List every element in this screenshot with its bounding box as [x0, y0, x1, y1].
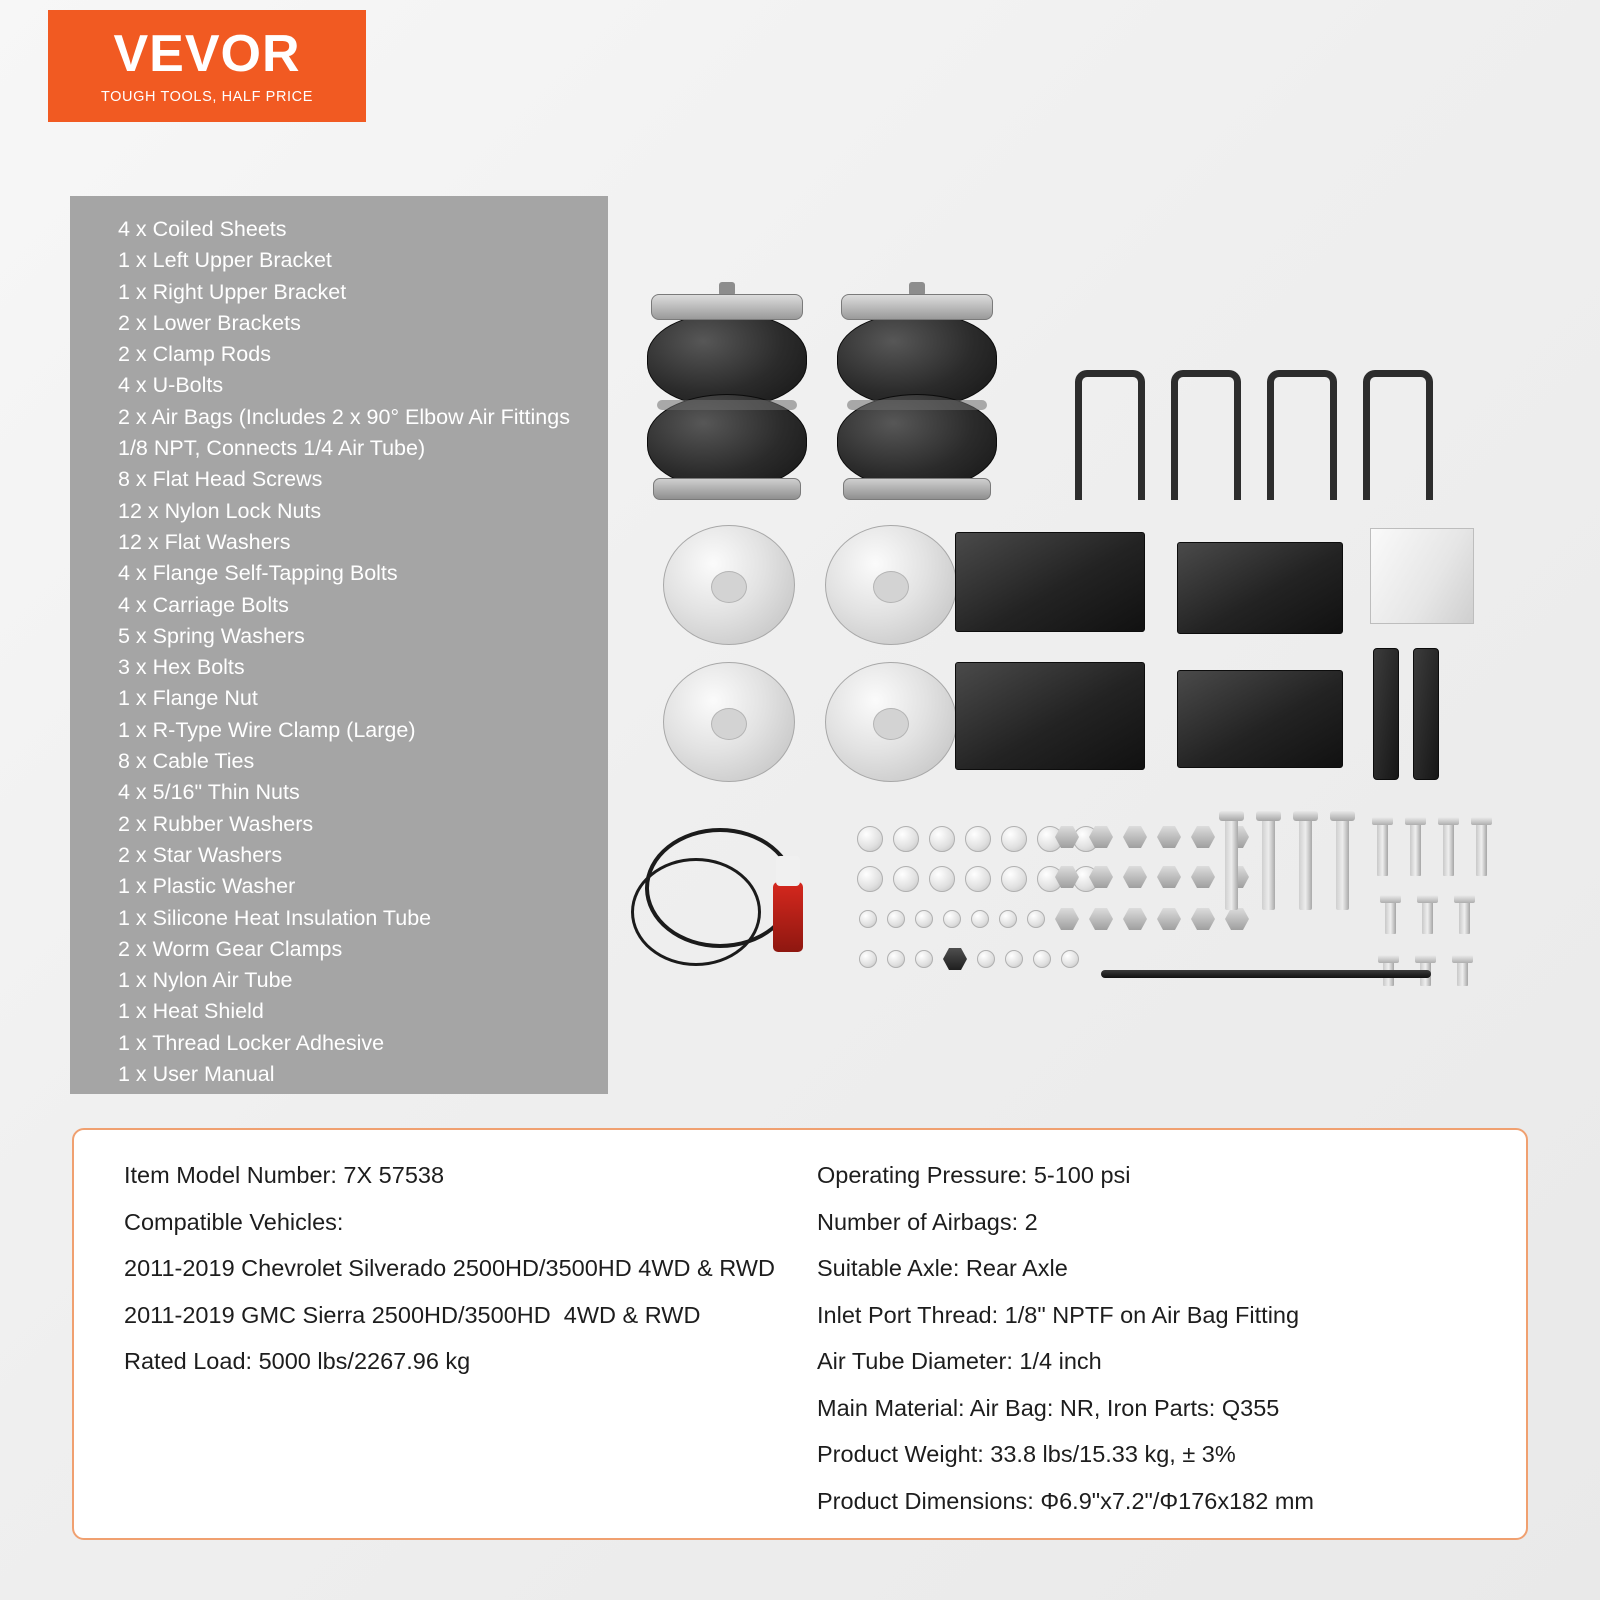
heat-shield: [1370, 528, 1474, 624]
flat-head-screw: [1443, 822, 1454, 876]
thin-nut: [1089, 866, 1113, 888]
spec-item-model-number: Item Model Number: 7X 57538: [124, 1162, 445, 1188]
hex-bolt: [1385, 900, 1396, 934]
list-item: 4 x 5/16" Thin Nuts: [118, 780, 300, 805]
flat-washer: [965, 866, 991, 892]
thin-nut: [1123, 866, 1147, 888]
spec-column-right: [807, 1152, 1490, 1516]
spec-main-material: Main Material: Air Bag: NR, Iron Parts: Q355: [817, 1394, 1280, 1421]
clamp-rod: [1373, 648, 1399, 780]
package-list: [118, 214, 582, 1090]
star-washer: [1005, 950, 1023, 968]
spec-compatible-vehicles-label: Compatible Vehicles:: [124, 1208, 344, 1235]
spec-compatible-vehicle-gmc: 2011-2019 GMC Sierra 2500HD/3500HD 4WD & RWD: [124, 1301, 701, 1328]
flat-washer: [1001, 866, 1027, 892]
air-bag-left: [647, 282, 807, 502]
coiled-sheet: [663, 662, 795, 782]
carriage-bolt: [1262, 818, 1275, 910]
vevor-logo: [48, 10, 366, 122]
flange-nut: [1191, 908, 1215, 930]
list-item: 4 x Carriage Bolts: [118, 592, 289, 617]
spec-product-dimensions: Product Dimensions: Φ6.9"x7.2"/Φ176x182 mm: [817, 1487, 1314, 1514]
list-item: 1 x Heat Shield: [118, 999, 264, 1024]
list-item: 2 x Air Bags (Includes 2 x 90° Elbow Air Fittings 1/8 NPT, Connects 1/4 Air Tube): [118, 404, 570, 461]
spring-washer: [1027, 910, 1045, 928]
u-bolt: [1171, 370, 1241, 500]
spring-washer: [887, 910, 905, 928]
flat-washer: [965, 826, 991, 852]
spec-rated-load: Rated Load: 5000 lbs/2267.96 kg: [124, 1348, 471, 1374]
specification-box: [72, 1128, 1528, 1540]
upper-bracket: [955, 662, 1145, 770]
flange-nut-row: [1055, 908, 1249, 930]
star-washer: [1033, 950, 1051, 968]
list-item: 4 x Flange Self-Tapping Bolts: [118, 561, 398, 586]
hex-bolt: [1459, 900, 1470, 934]
thin-nut-row: [1055, 866, 1249, 888]
list-item: 12 x Nylon Lock Nuts: [118, 498, 322, 523]
list-item: 5 x Spring Washers: [118, 623, 305, 648]
flange-nut: [1225, 908, 1249, 930]
spec-column-left: [124, 1152, 807, 1516]
spec-air-tube-diameter: Air Tube Diameter: 1/4 inch: [817, 1348, 1102, 1374]
flat-washer: [893, 866, 919, 892]
spring-washer: [915, 910, 933, 928]
upper-bracket: [955, 532, 1145, 632]
spec-suitable-axle: Suitable Axle: Rear Axle: [817, 1255, 1068, 1281]
list-item: 1 x User Manual: [118, 1062, 275, 1087]
air-tube-length: [1101, 970, 1431, 978]
u-bolt: [1363, 370, 1433, 500]
list-item: 1 x Plastic Washer: [118, 874, 296, 899]
list-item: 4 x Coiled Sheets: [118, 217, 287, 241]
flange-nut: [1089, 908, 1113, 930]
nylon-lock-nut: [1191, 826, 1215, 848]
carriage-bolt: [1299, 818, 1312, 910]
star-washer: [1061, 950, 1079, 968]
package-list-panel: [70, 196, 608, 1094]
list-item: 1 x R-Type Wire Clamp (Large): [118, 717, 416, 742]
spec-number-of-airbags: Number of Airbags: 2: [817, 1208, 1038, 1235]
list-item: 12 x Flat Washers: [118, 529, 291, 554]
spec-compatible-vehicle-chevrolet: 2011-2019 Chevrolet Silverado 2500HD/3500HD 4WD & RWD: [124, 1255, 775, 1281]
flange-nut: [1123, 908, 1147, 930]
spec-inlet-port-thread: Inlet Port Thread: 1/8" NPTF on Air Bag Fitting: [817, 1301, 1300, 1328]
air-bag-right: [837, 282, 997, 502]
thin-nut: [1191, 866, 1215, 888]
hex-bolt-row: [1385, 900, 1470, 934]
carriage-bolt: [1336, 818, 1349, 910]
flat-head-screw: [1410, 822, 1421, 876]
nylon-lock-nut: [1089, 826, 1113, 848]
list-item: 1 x Nylon Air Tube: [118, 968, 293, 993]
small-washer-row: [859, 910, 1045, 928]
nylon-lock-nut: [1055, 826, 1079, 848]
spring-washer: [859, 910, 877, 928]
flat-head-screw: [1476, 822, 1487, 876]
spring-washer: [971, 910, 989, 928]
list-item: 2 x Rubber Washers: [118, 811, 314, 836]
list-item: 1 x Left Upper Bracket: [118, 248, 332, 273]
u-bolt: [1267, 370, 1337, 500]
flat-washer: [893, 826, 919, 852]
flat-washer: [857, 826, 883, 852]
coiled-sheet: [825, 525, 957, 645]
product-parts-photo: [625, 270, 1525, 1030]
coiled-sheet: [825, 662, 957, 782]
flat-washer: [929, 826, 955, 852]
inflation-valve: [773, 882, 803, 952]
list-item: 2 x Lower Brackets: [118, 310, 301, 335]
carriage-bolt-row: [1225, 818, 1349, 910]
list-item: 4 x U-Bolts: [118, 373, 224, 398]
list-item: 2 x Clamp Rods: [118, 342, 271, 367]
wiring-harness: [631, 858, 761, 966]
spec-operating-pressure: Operating Pressure: 5-100 psi: [817, 1162, 1131, 1188]
nylon-lock-nut: [1157, 826, 1181, 848]
list-item: 2 x Star Washers: [118, 842, 283, 867]
u-bolt: [1075, 370, 1145, 500]
list-item: 1 x Flange Nut: [118, 686, 258, 711]
list-item: 1 x Right Upper Bracket: [118, 279, 347, 304]
nylon-lock-nut-row: [1055, 826, 1249, 848]
flange-nut: [1157, 908, 1181, 930]
flange-nut: [1055, 908, 1079, 930]
flat-head-screw-row: [1377, 822, 1487, 876]
list-item: 8 x Cable Ties: [118, 749, 255, 774]
plastic-washer: [859, 950, 877, 968]
lower-bracket: [1177, 670, 1343, 768]
star-washer: [977, 950, 995, 968]
hex-bolt: [1422, 900, 1433, 934]
brand-name: VEVOR: [113, 24, 301, 83]
flat-washer: [857, 866, 883, 892]
spec-product-weight: Product Weight: 33.8 lbs/15.33 kg, ± 3%: [817, 1441, 1236, 1467]
rubber-washer: [915, 950, 933, 968]
clamp-rod: [1413, 648, 1439, 780]
list-item: 1 x Silicone Heat Insulation Tube: [118, 905, 432, 930]
rubber-washer: [887, 950, 905, 968]
flange-self-tapping-bolt: [1457, 960, 1468, 986]
spring-washer: [943, 910, 961, 928]
thin-nut: [1055, 866, 1079, 888]
flat-washer: [929, 866, 955, 892]
spring-washer: [999, 910, 1017, 928]
coiled-sheet: [663, 525, 795, 645]
thin-nut: [1157, 866, 1181, 888]
list-item: 2 x Worm Gear Clamps: [118, 936, 343, 961]
brand-tagline: TOUGH TOOLS, HALF PRICE: [100, 88, 313, 105]
list-item: 8 x Flat Head Screws: [118, 467, 323, 492]
misc-hardware-row: [859, 948, 1079, 970]
list-item: 3 x Hex Bolts: [118, 655, 245, 680]
list-item: 1 x Thread Locker Adhesive: [118, 1030, 385, 1055]
silicone-tube: [943, 948, 967, 970]
nylon-lock-nut: [1123, 826, 1147, 848]
carriage-bolt: [1225, 818, 1238, 910]
flat-head-screw: [1377, 822, 1388, 876]
lower-bracket: [1177, 542, 1343, 634]
flat-washer: [1001, 826, 1027, 852]
